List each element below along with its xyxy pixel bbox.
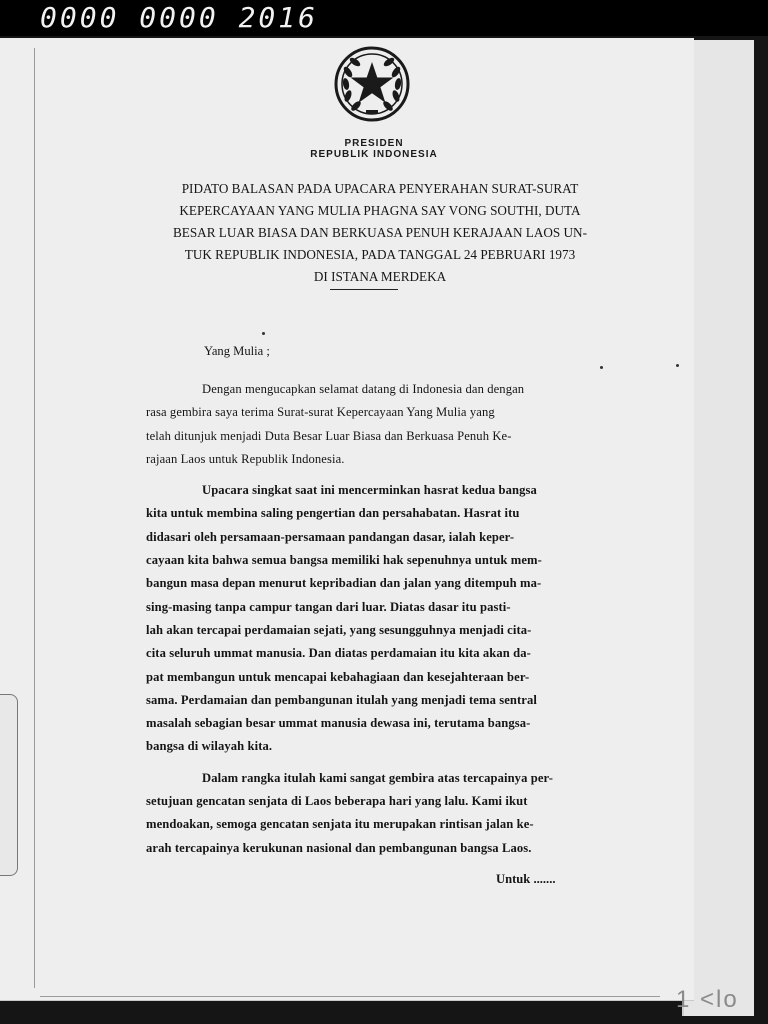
document-page	[0, 38, 694, 1001]
text-line: sama. Perdamaian dan pembangunan itulah yang menjadi tema sentral	[146, 692, 537, 707]
speech-title	[140, 178, 620, 288]
text-line: masalah sebagian besar ummat manusia dewasa ini, terutama bangsa-	[146, 716, 531, 731]
speck	[262, 332, 265, 335]
text-line: setujuan gencatan senjata di Laos beberapa hari yang lalu. Kami ikut	[146, 794, 528, 809]
letterhead-line-republik: REPUBLIK INDONESIA	[310, 149, 438, 160]
speck	[600, 366, 603, 369]
title-line: TUK REPUBLIK INDONESIA, PADA TANGGAL 24 PEBRUARI 1973	[184, 247, 576, 262]
text-line: sing-masing tanpa campur tangan dari luar. Diatas dasar itu pasti-	[146, 599, 511, 614]
text-line: Dalam rangka itulah kami sangat gembira atas tercapainya per-	[202, 770, 554, 785]
text-line: Upacara singkat saat ini mencerminkan hasrat kedua bangsa	[202, 483, 537, 498]
text-line: Dengan mengucapkan selamat datang di Indonesia dan dengan	[202, 382, 525, 396]
paragraph-3	[146, 767, 616, 860]
film-frame-code: 0000 0000 2016	[40, 1, 319, 34]
title-line: PIDATO BALASAN PADA UPACARA PENYERAHAN SURAT-SURAT	[181, 181, 579, 196]
title-line: KEPERCAYAAN YANG MULIA PHAGNA SAY VONG SOUTHI, DUTA	[179, 203, 581, 218]
text-line: bangsa di wilayah kita.	[146, 739, 273, 754]
title-line: DI ISTANA MERDEKA	[313, 269, 447, 284]
garuda-star-emblem-icon	[332, 44, 412, 124]
text-line: pat membangun untuk mencapai kebahagiaan dan kesejahteraan ber-	[146, 669, 530, 684]
text-line: didasari oleh persamaan-persamaan pandangan dasar, ialah keper-	[146, 529, 515, 544]
paragraph-1	[146, 378, 616, 471]
title-line: BESAR LUAR BIASA DAN BERKUASA PENUH KERAJAAN LAOS UN-	[173, 225, 587, 240]
continuation-marker: Untuk .......	[496, 872, 556, 886]
text-line: rajaan Laos untuk Republik Indonesia.	[146, 451, 345, 466]
text-line: lah akan tercapai perdamaian sejati, yang sesungguhnya menjadi cita-	[146, 622, 532, 637]
letterhead-line-presiden: PRESIDEN	[344, 138, 404, 149]
title-underline	[330, 289, 398, 290]
page-margin-line	[34, 48, 35, 988]
corner-handwritten-mark: 1 <lo	[676, 986, 739, 1013]
page-bottom-line	[40, 996, 660, 997]
text-line: telah ditunjuk menjadi Duta Besar Luar Biasa dan Berkuasa Penuh Ke-	[146, 428, 512, 443]
text-line: cayaan kita bahwa semua bangsa memiliki hak sepenuhnya untuk mem-	[146, 553, 542, 568]
speech-body	[146, 340, 616, 868]
salutation: Yang Mulia ;	[204, 344, 270, 358]
text-line: bangun masa depan menurut kepribadian dan jalan yang ditempuh ma-	[146, 576, 542, 591]
speck	[676, 364, 679, 367]
text-line: kita untuk membina saling pengertian dan persahabatan. Hasrat itu	[146, 506, 520, 521]
text-line: mendoakan, semoga gencatan senjata itu merupakan rintisan jalan ke-	[146, 817, 534, 832]
letterhead	[300, 138, 448, 160]
text-line: rasa gembira saya terima Surat-surat Kepercayaan Yang Mulia yang	[146, 405, 495, 420]
text-line: cita seluruh ummat manusia. Dan diatas perdamaian itu kita akan da-	[146, 646, 531, 661]
paragraph-2	[146, 479, 616, 759]
text-line: arah tercapainya kerukunan nasional dan pembangunan bangsa Laos.	[146, 840, 532, 855]
binder-clip	[0, 694, 18, 876]
